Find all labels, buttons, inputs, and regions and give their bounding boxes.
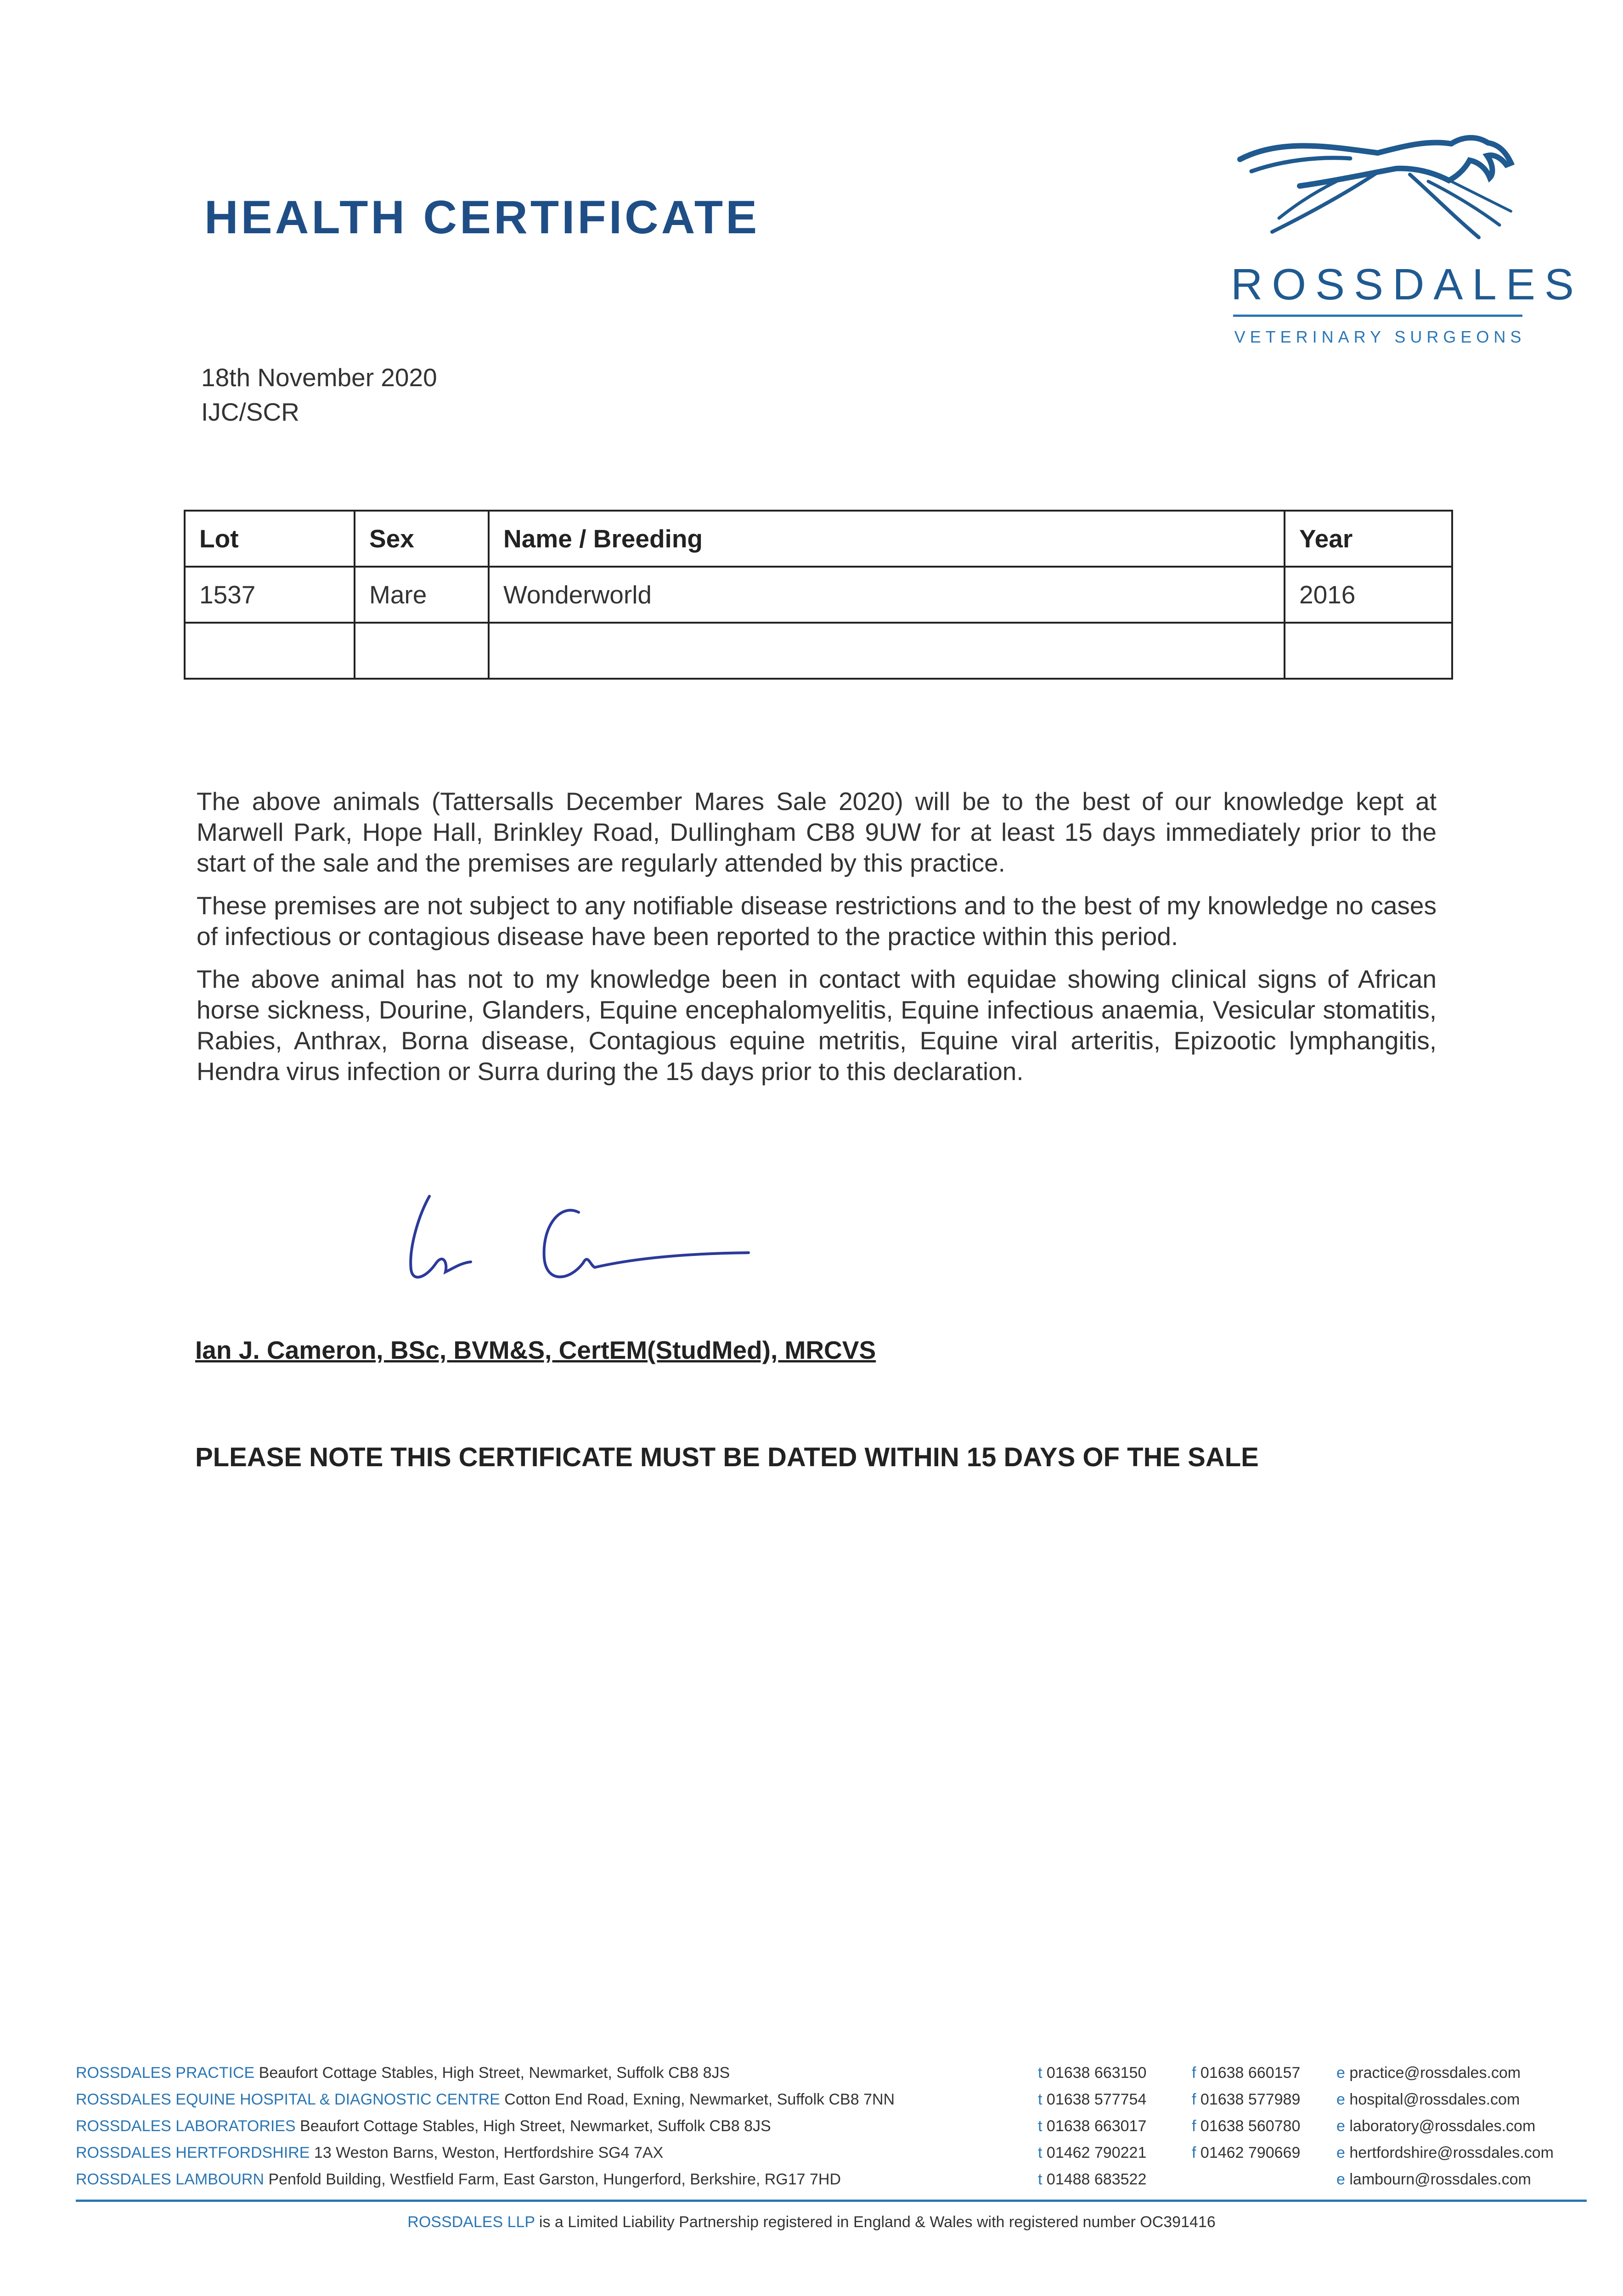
footer-row (76, 2086, 1591, 2113)
footer-office-name: ROSSDALES PRACTICE (76, 2064, 255, 2082)
footer-office-address: Penfold Building, Westfield Farm, East Garston, Hungerford, Berkshire, RG17 7HD (268, 2171, 841, 2188)
footer-office-name: ROSSDALES EQUINE HOSPITAL & DIAGNOSTIC CENTRE (76, 2091, 500, 2108)
header-year: Year (1285, 511, 1452, 567)
header-name-breeding: Name / Breeding (489, 511, 1285, 567)
table-row (185, 623, 1452, 679)
dating-notice: PLEASE NOTE THIS CERTIFICATE MUST BE DATED WITHIN 15 DAYS OF THE SALE (195, 1442, 1259, 1472)
certificate-body (197, 786, 1437, 1099)
rossdales-logo (1212, 117, 1583, 356)
footer-office-name: ROSSDALES LABORATORIES (76, 2117, 296, 2135)
footer-email[interactable]: practice@rossdales.com (1349, 2064, 1521, 2082)
tel-label: t (1038, 2144, 1043, 2161)
body-paragraph: The above animal has not to my knowledge been in contact with equidae showing clinical signs of African horse sickness, Dourine, Glanders, Equine encephalomyelitis, Equine infectious anaemia, Vesicular stomatitis, Rabies, Anthrax, Borna disease, Contagious equine metritis, Equine viral arteritis, Epizootic lymphangitis, Hendra virus infection or Surra during the 15 days prior to this declaration. (197, 965, 1437, 1086)
logo-name: ROSSDALES (1231, 260, 1583, 309)
footer-row (76, 2139, 1591, 2166)
legal-entity-name: ROSSDALES LLP (407, 2213, 535, 2231)
lot-table (184, 510, 1453, 680)
fax-label: f (1192, 2064, 1196, 2082)
footer-email[interactable]: hospital@rossdales.com (1349, 2091, 1520, 2108)
table-row (185, 567, 1452, 623)
tel-label: t (1038, 2117, 1043, 2135)
footer-rule (76, 2200, 1587, 2202)
tel-label: t (1038, 2091, 1043, 2108)
cell-year: 2016 (1285, 567, 1452, 623)
cell-sex: Mare (355, 567, 489, 623)
document-title: HEALTH CERTIFICATE (204, 191, 760, 243)
tel-label: t (1038, 2064, 1043, 2082)
body-paragraph: The above animals (Tattersalls December Mares Sale 2020) will be to the best of our knowledge kept at Marwell Park, Hope Hall, Brinkley Road, Dullingham CB8 9UW for at least 15 days immediately prior to the start of the sale and the premises are regularly attended by this practice. (197, 787, 1437, 877)
footer-tel: 01638 577754 (1046, 2091, 1147, 2108)
header-sex: Sex (355, 511, 489, 567)
cell-lot: 1537 (185, 567, 355, 623)
footer-email[interactable]: hertfordshire@rossdales.com (1349, 2144, 1554, 2161)
logo-tagline: VETERINARY SURGEONS (1234, 327, 1526, 346)
footer-email[interactable]: lambourn@rossdales.com (1349, 2171, 1531, 2188)
footer-row (76, 2166, 1591, 2193)
horse-icon (1212, 117, 1534, 255)
fax-label: f (1192, 2144, 1196, 2161)
body-paragraph: These premises are not subject to any notifiable disease restrictions and to the best of my knowledge no cases of infectious or contagious disease have been reported to the practice within this period. (197, 891, 1437, 951)
footer-tel: 01488 683522 (1046, 2171, 1147, 2188)
footer-tel: 01638 663017 (1046, 2117, 1147, 2135)
cell-name (489, 623, 1285, 679)
footer-fax: 01638 577989 (1200, 2091, 1301, 2108)
tel-label: t (1038, 2171, 1043, 2188)
footer-addresses (76, 2060, 1591, 2193)
signature (386, 1185, 767, 1304)
signatory-name: Ian J. Cameron, BSc, BVM&S, CertEM(StudMed), MRCVS (195, 1336, 876, 1364)
legal-text: is a Limited Liability Partnership registered in England & Wales with registered number OC391416 (539, 2213, 1216, 2231)
document-date-block (201, 360, 437, 429)
email-label: e (1336, 2171, 1345, 2188)
fax-label: f (1192, 2091, 1196, 2108)
footer-fax: 01638 660157 (1200, 2064, 1301, 2082)
footer-row (76, 2060, 1591, 2086)
email-label: e (1336, 2144, 1345, 2161)
fax-label: f (1192, 2117, 1196, 2135)
footer-tel: 01638 663150 (1046, 2064, 1147, 2082)
table-header-row (185, 511, 1452, 567)
email-label: e (1336, 2064, 1345, 2082)
legal-notice (0, 2213, 1623, 2231)
footer-fax: 01462 790669 (1200, 2144, 1301, 2161)
footer-row (76, 2113, 1591, 2139)
cell-year (1285, 623, 1452, 679)
footer-office-address: Beaufort Cottage Stables, High Street, Newmarket, Suffolk CB8 8JS (300, 2117, 771, 2135)
cell-name: Wonderworld (489, 567, 1285, 623)
footer-office-name: ROSSDALES LAMBOURN (76, 2171, 264, 2188)
document-reference: IJC/SCR (201, 398, 299, 426)
cell-sex (355, 623, 489, 679)
email-label: e (1336, 2117, 1345, 2135)
footer-office-address: Cotton End Road, Exning, Newmarket, Suffolk CB8 7NN (504, 2091, 895, 2108)
footer-office-address: 13 Weston Barns, Weston, Hertfordshire SG4 7AX (314, 2144, 664, 2161)
header-lot: Lot (185, 511, 355, 567)
email-label: e (1336, 2091, 1345, 2108)
footer-fax: 01638 560780 (1200, 2117, 1301, 2135)
logo-rule (1233, 315, 1522, 317)
footer-email[interactable]: laboratory@rossdales.com (1349, 2117, 1536, 2135)
cell-lot (185, 623, 355, 679)
document-date: 18th November 2020 (201, 363, 437, 392)
footer-office-name: ROSSDALES HERTFORDSHIRE (76, 2144, 310, 2161)
footer-tel: 01462 790221 (1046, 2144, 1147, 2161)
footer-office-address: Beaufort Cottage Stables, High Street, Newmarket, Suffolk CB8 8JS (259, 2064, 730, 2082)
